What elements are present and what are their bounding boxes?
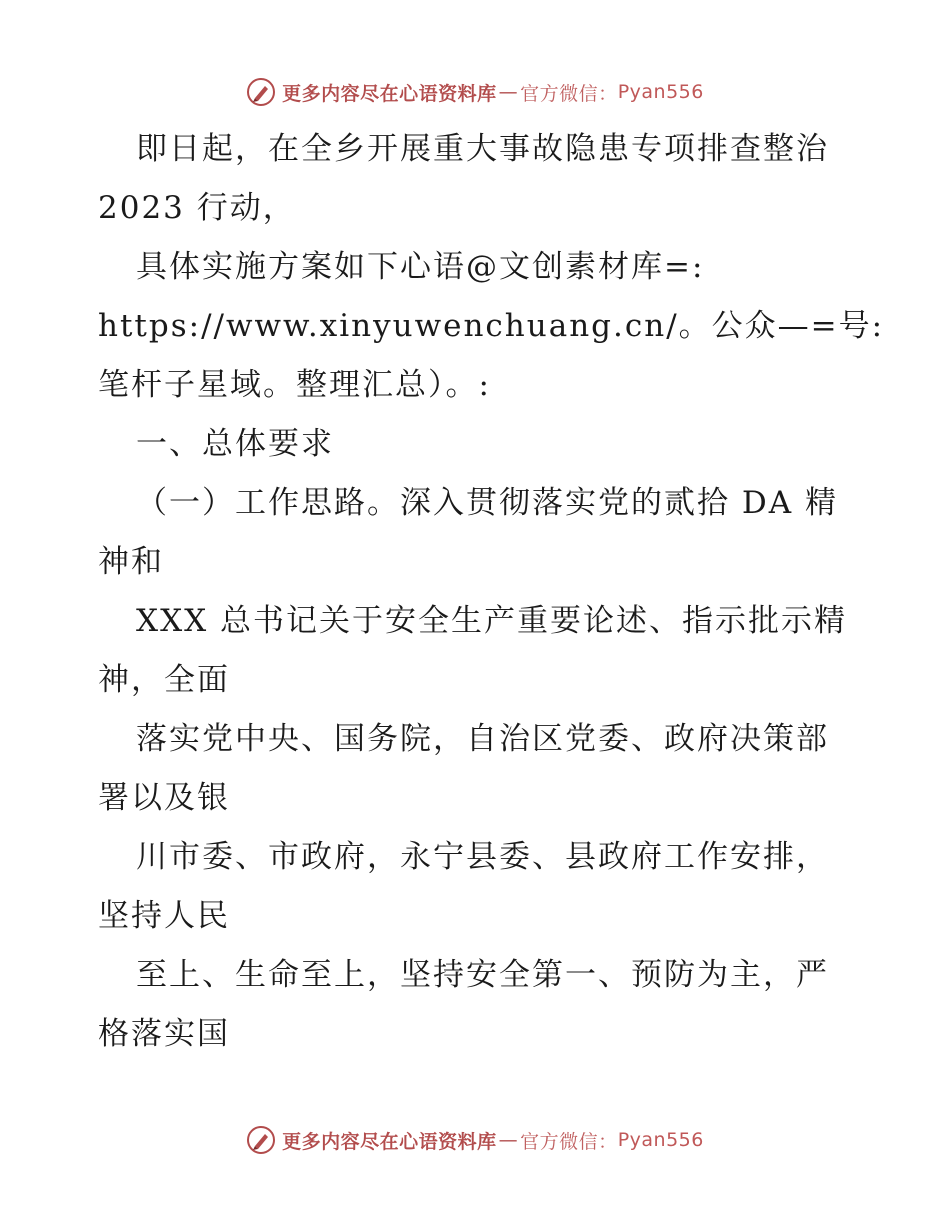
text-line: 神，全面 bbox=[98, 662, 230, 698]
text-line: https://www.xinyuwenchuang.cn/。公众—=号: bbox=[98, 308, 885, 344]
text-line: 格落实国 bbox=[98, 1016, 230, 1052]
text-line: 至上、生命至上，坚持安全第一、预防为主，严 bbox=[136, 957, 829, 993]
text-line: 落实党中央、国务院，自治区党委、政府决策部 bbox=[136, 721, 829, 757]
watermark-main-text: 更多内容尽在心语资料库 bbox=[282, 82, 497, 105]
pen-logo-icon bbox=[246, 1125, 276, 1155]
watermark-main-text: 更多内容尽在心语资料库 bbox=[282, 1130, 497, 1153]
watermark-sub-text: 官方微信： bbox=[520, 82, 618, 105]
footer-watermark bbox=[0, 1120, 950, 1160]
header-watermark bbox=[0, 72, 950, 112]
text-line: 一、总体要求 bbox=[136, 426, 334, 462]
text-line: 神和 bbox=[98, 544, 164, 580]
text-line: 即日起，在全乡开展重大事故隐患专项排查整治 bbox=[136, 131, 829, 167]
text-line: 2023 行动， bbox=[98, 190, 296, 226]
watermark-id: Pyan556 bbox=[617, 1129, 704, 1151]
text-line: 笔杆子星域。整理汇总）。: bbox=[98, 367, 491, 403]
pen-logo-icon bbox=[246, 77, 276, 107]
text-line: （一）工作思路。深入贯彻落实党的贰拾 DA 精 bbox=[136, 485, 838, 521]
watermark-dash: — bbox=[498, 1129, 519, 1151]
text-line: 具体实施方案如下心语@文创素材库=: bbox=[136, 249, 705, 285]
text-line: 署以及银 bbox=[98, 780, 230, 816]
watermark-dash: — bbox=[498, 81, 519, 103]
text-line: 川市委、市政府，永宁县委、县政府工作安排， bbox=[136, 839, 829, 875]
text-line: 坚持人民 bbox=[98, 898, 230, 934]
document-body bbox=[98, 120, 885, 1064]
watermark-id: Pyan556 bbox=[617, 81, 704, 103]
watermark-sub-text: 官方微信： bbox=[520, 1130, 618, 1153]
text-line: XXX 总书记关于安全生产重要论述、指示批示精 bbox=[136, 603, 848, 639]
